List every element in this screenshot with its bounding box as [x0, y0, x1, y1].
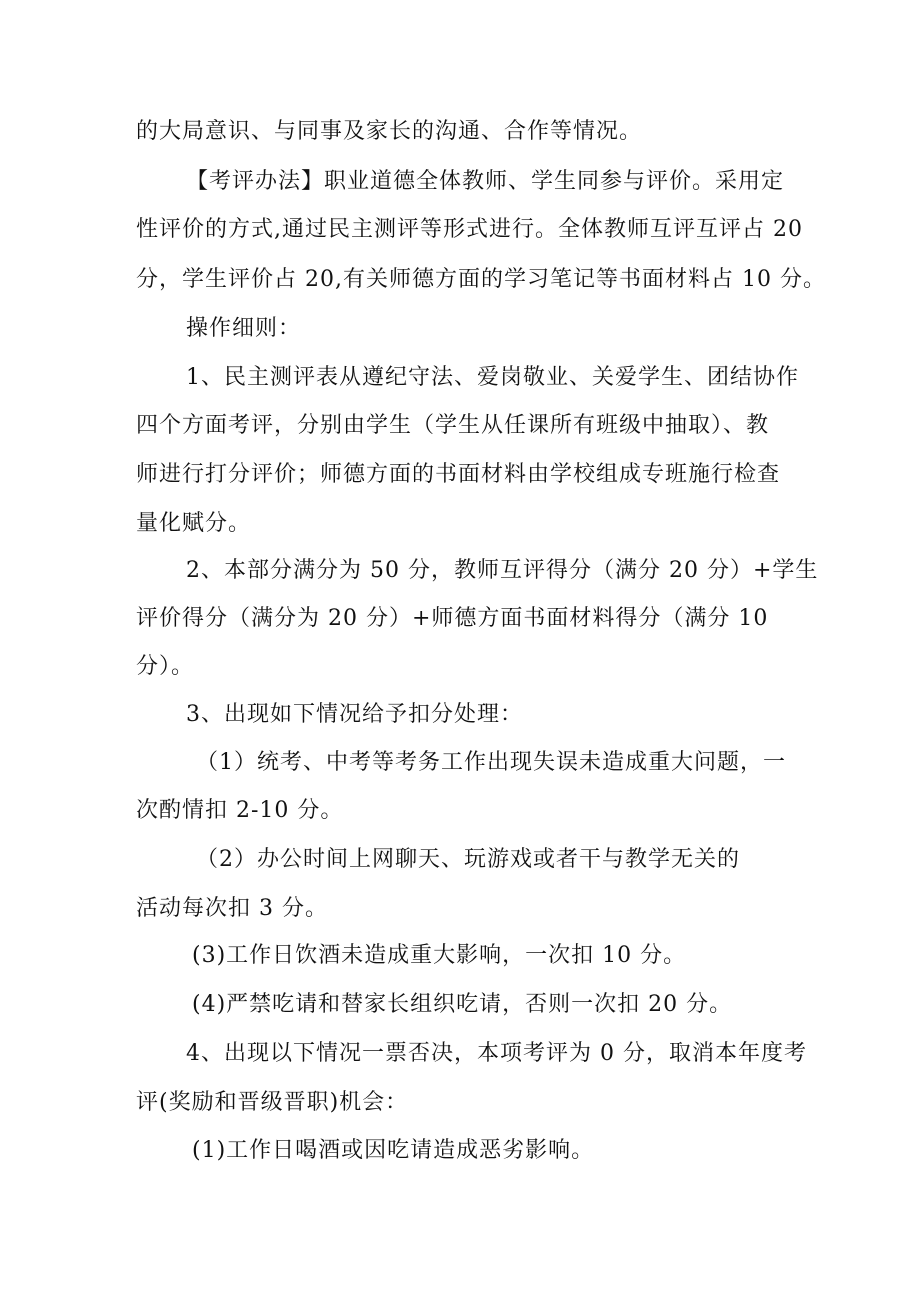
paragraph-line: 【考评办法】职业道德全体教师、学生同参与评价。采用定: [186, 169, 785, 194]
paragraph-line: 4、出现以下情况一票否决，本项考评为 0 分，取消本年度考: [186, 1041, 807, 1066]
paragraph-line: （1）统考、中考等考务工作出现失误未造成重大问题，一: [196, 750, 786, 775]
paragraph-line: 性评价的方式,通过民主测评等形式进行。全体教师互评互评占 20: [136, 217, 803, 242]
paragraph-line: 3、出现如下情况给予扣分处理：: [186, 702, 523, 727]
paragraph-line: 1、民主测评表从遵纪守法、爱岗敬业、关爱学生、团结协作: [186, 365, 799, 390]
paragraph-line: 评价得分（满分为 20 分）+师德方面书面材料得分（满分 10: [136, 606, 769, 631]
paragraph-line: 活动每次扣 3 分。: [136, 896, 328, 921]
paragraph-line: （2）办公时间上网聊天、玩游戏或者干与教学无关的: [196, 847, 740, 872]
paragraph-line: (1)工作日喝酒或因吃请造成恶劣影响。: [192, 1138, 595, 1163]
paragraph-line: 次酌情扣 2-10 分。: [136, 798, 344, 823]
paragraph-line: 师进行打分评价；师德方面的书面材料由学校组成专班施行检查: [136, 462, 781, 487]
paragraph-line: 2、本部分满分为 50 分，教师互评得分（满分 20 分）+学生: [186, 558, 819, 583]
paragraph-line: 四个方面考评，分别由学生（学生从任课所有班级中抽取）、教: [136, 413, 770, 438]
paragraph-line: (4)严禁吃请和替家长组织吃请，否则一次扣 20 分。: [192, 992, 733, 1017]
paragraph-line: 评(奖励和晋级晋职)机会：: [136, 1090, 409, 1115]
paragraph-line: 分）。: [136, 654, 195, 679]
paragraph-line: 量化赋分。: [136, 511, 252, 536]
paragraph-line: 的大局意识、与同事及家长的沟通、合作等情况。: [136, 119, 643, 144]
paragraph-line: (3)工作日饮酒未造成重大影响，一次扣 10 分。: [192, 943, 687, 968]
paragraph-line: 分，学生评价占 20,有关师德方面的学习笔记等书面材料占 10 分。: [136, 267, 826, 292]
paragraph-line: 操作细则：: [186, 316, 302, 341]
